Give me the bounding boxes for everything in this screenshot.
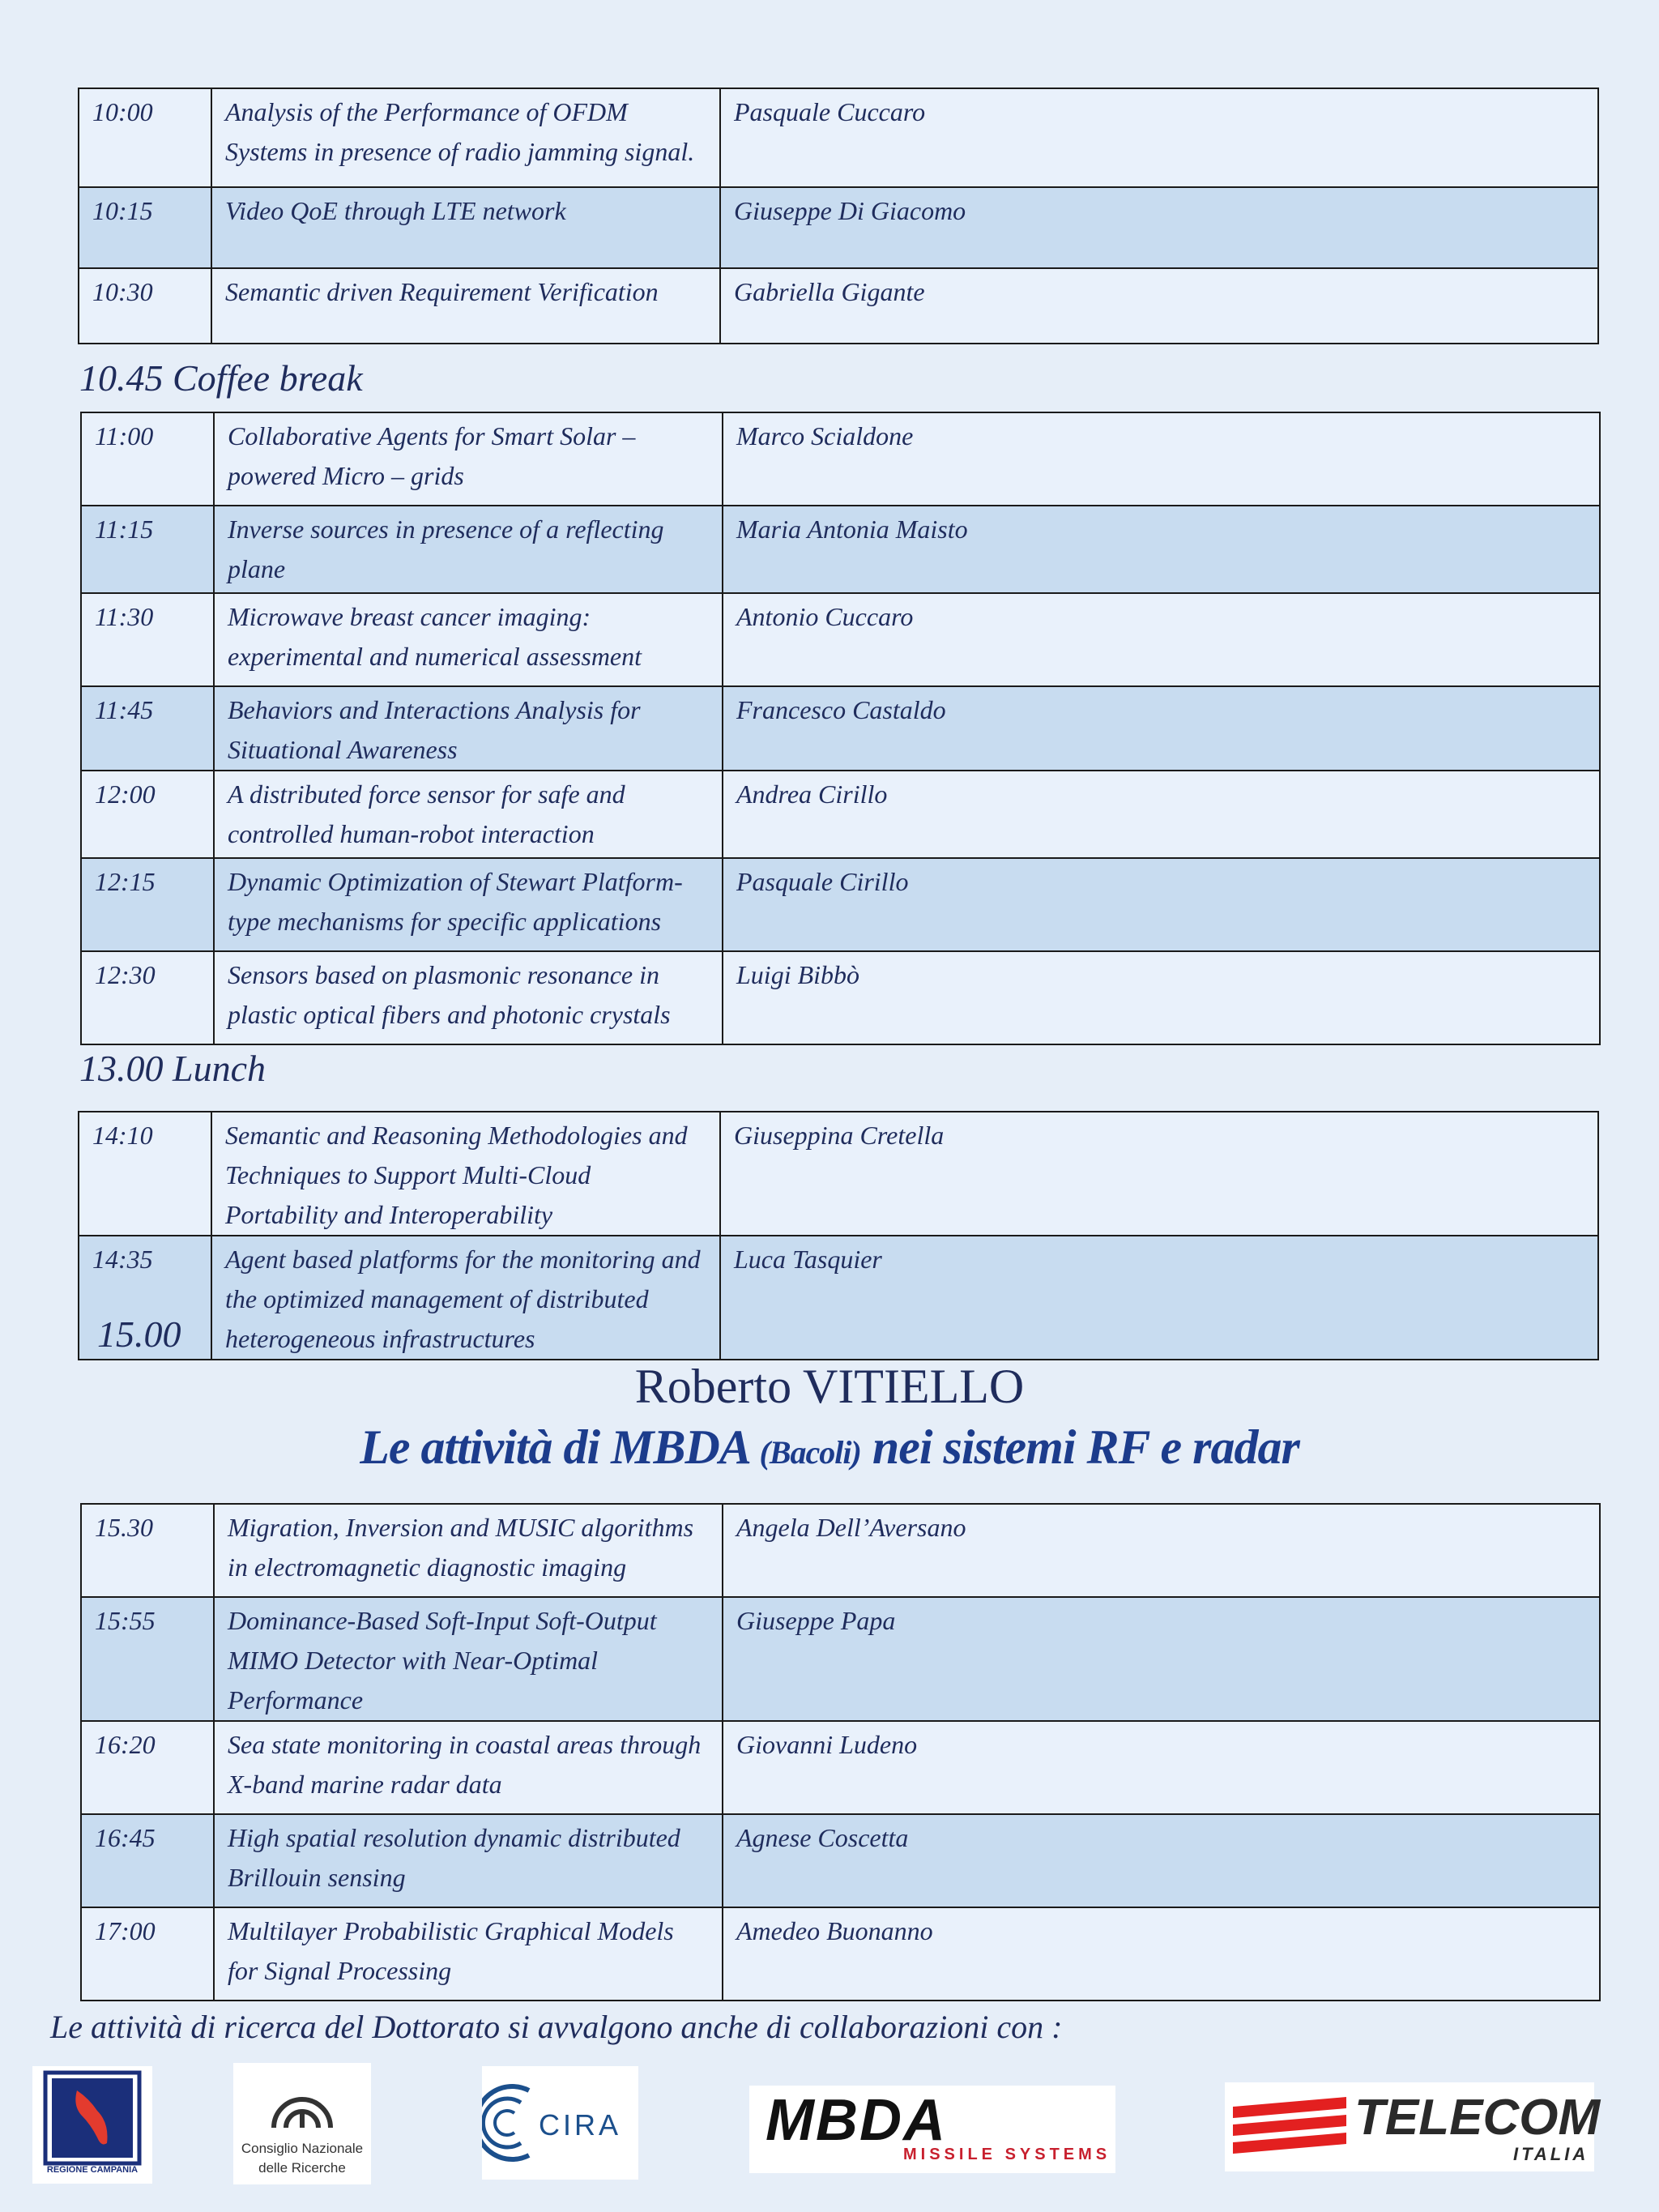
session-speaker: Giovanni Ludeno [723, 1721, 1600, 1814]
schedule-row [81, 858, 1600, 951]
schedule-table-afternoon-2 [80, 1503, 1601, 2001]
telecom-italia-logo [1225, 2082, 1601, 2171]
session-speaker: Marco Scialdone [723, 412, 1600, 506]
session-title: Collaborative Agents for Smart Solar – powered Micro – grids [214, 412, 723, 506]
session-title: Semantic and Reasoning Methodologies and Techniques to Support Multi-Cloud Portability and Interoperability [211, 1112, 720, 1236]
session-time: 11:45 [81, 686, 214, 771]
keynote-speaker: Roberto VITIELLO [634, 1360, 1025, 1413]
session-speaker: Maria Antonia Maisto [723, 506, 1600, 593]
session-title: Multilayer Probabilistic Graphical Models for Signal Processing [214, 1907, 723, 2001]
schedule-table-morning-2 [80, 412, 1601, 1045]
keynote-title-part-a: Le attività di MBDA [360, 1420, 760, 1474]
session-time: 12:00 [81, 771, 214, 858]
session-time: 11:30 [81, 593, 214, 686]
session-time: 11:15 [81, 506, 214, 593]
cnr-logo [233, 2063, 371, 2184]
session-time: 14:10 [79, 1112, 211, 1236]
session-title: Sea state monitoring in coastal areas through X-band marine radar data [214, 1721, 723, 1814]
cira-label: CIRA [539, 2108, 622, 2142]
schedule-row [79, 1112, 1598, 1236]
schedule-row [81, 506, 1600, 593]
session-time: 10:30 [79, 268, 211, 344]
keynote-time: 15.00 [97, 1313, 181, 1355]
mbda-wordmark: MBDA [766, 2088, 947, 2153]
mbda-logo [749, 2086, 1115, 2173]
lunch-heading: 13.00 Lunch [79, 1048, 266, 1089]
session-speaker: Giuseppe Papa [723, 1597, 1600, 1721]
mbda-subtitle: MISSILE SYSTEMS [903, 2146, 1111, 2163]
session-speaker: Luca Tasquier [720, 1236, 1598, 1360]
session-speaker: Giuseppe Di Giacomo [720, 187, 1598, 268]
schedule-row [81, 1907, 1600, 2001]
session-time: 12:15 [81, 858, 214, 951]
session-title: Analysis of the Performance of OFDM Systems in presence of radio jamming signal. [211, 88, 720, 187]
schedule-row [79, 268, 1598, 344]
session-title: Inverse sources in presence of a reflecting plane [214, 506, 723, 593]
cnr-label-2: delle Ricerche [258, 2160, 346, 2176]
session-time: 14:35 [79, 1236, 211, 1360]
session-title: High spatial resolution dynamic distributed Brillouin sensing [214, 1814, 723, 1907]
session-title: Dynamic Optimization of Stewart Platform-type mechanisms for specific applications [214, 858, 723, 951]
telecom-wordmark: TELECOM [1354, 2090, 1601, 2146]
session-time: 12:30 [81, 951, 214, 1044]
session-speaker: Agnese Coscetta [723, 1814, 1600, 1907]
session-title: Video QoE through LTE network [211, 187, 720, 268]
session-title: Migration, Inversion and MUSIC algorithms in electromagnetic diagnostic imaging [214, 1504, 723, 1597]
session-title: Behaviors and Interactions Analysis for Situational Awareness [214, 686, 723, 771]
regione-campania-label: REGIONE CAMPANIA [46, 2165, 139, 2175]
telecom-italia-emblem [1225, 2082, 1354, 2171]
session-speaker: Pasquale Cirillo [723, 858, 1600, 951]
schedule-row [81, 1814, 1600, 1907]
keynote-title [0, 1420, 1659, 1475]
coffee-break-heading: 10.45 Coffee break [79, 357, 363, 399]
regione-campania-logo [32, 2066, 152, 2184]
keynote-title-part-c: nei sistemi RF e radar [860, 1420, 1299, 1474]
session-speaker: Francesco Castaldo [723, 686, 1600, 771]
schedule-row [81, 1721, 1600, 1814]
telecom-subtitle: ITALIA [1513, 2144, 1589, 2164]
schedule-row [81, 686, 1600, 771]
schedule-row [81, 593, 1600, 686]
session-speaker: Amedeo Buonanno [723, 1907, 1600, 2001]
session-time: 11:00 [81, 412, 214, 506]
session-title: Sensors based on plasmonic resonance in plastic optical fibers and photonic crystals [214, 951, 723, 1044]
session-title: Dominance-Based Soft-Input Soft-Output MIMO Detector with Near-Optimal Performance [214, 1597, 723, 1721]
schedule-table-afternoon-1 [78, 1111, 1599, 1360]
session-title: Semantic driven Requirement Verification [211, 268, 720, 344]
session-time: 10:00 [79, 88, 211, 187]
schedule-row [81, 951, 1600, 1044]
cira-logo [482, 2066, 638, 2180]
session-speaker: Antonio Cuccaro [723, 593, 1600, 686]
schedule-row [79, 1236, 1598, 1360]
session-time: 16:45 [81, 1814, 214, 1907]
schedule-row [79, 187, 1598, 268]
session-speaker: Andrea Cirillo [723, 771, 1600, 858]
session-speaker: Pasquale Cuccaro [720, 88, 1598, 187]
session-time: 16:20 [81, 1721, 214, 1814]
schedule-row [81, 412, 1600, 506]
session-time: 15.30 [81, 1504, 214, 1597]
collaborations-caption: Le attività di ricerca del Dottorato si avvalgono anche di collaborazioni con : [50, 2009, 1063, 2045]
cnr-label-1: Consiglio Nazionale [241, 2141, 364, 2156]
session-title: Microwave breast cancer imaging: experimental and numerical assessment [214, 593, 723, 686]
session-speaker: Giuseppina Cretella [720, 1112, 1598, 1236]
keynote-title-location: (Bacoli) [759, 1434, 861, 1471]
session-speaker: Gabriella Gigante [720, 268, 1598, 344]
session-speaker: Angela Dell’Aversano [723, 1504, 1600, 1597]
schedule-row [81, 771, 1600, 858]
schedule-table-morning-1 [78, 88, 1599, 344]
cnr-emblem [233, 2063, 371, 2136]
session-title: Agent based platforms for the monitoring and the optimized management of distributed heterogeneous infrastructures [211, 1236, 720, 1360]
session-time: 17:00 [81, 1907, 214, 2001]
session-time: 10:15 [79, 187, 211, 268]
schedule-row [81, 1597, 1600, 1721]
session-title: A distributed force sensor for safe and controlled human-robot interaction [214, 771, 723, 858]
session-speaker: Luigi Bibbò [723, 951, 1600, 1044]
session-time: 15:55 [81, 1597, 214, 1721]
schedule-row [81, 1504, 1600, 1597]
schedule-row [79, 88, 1598, 187]
